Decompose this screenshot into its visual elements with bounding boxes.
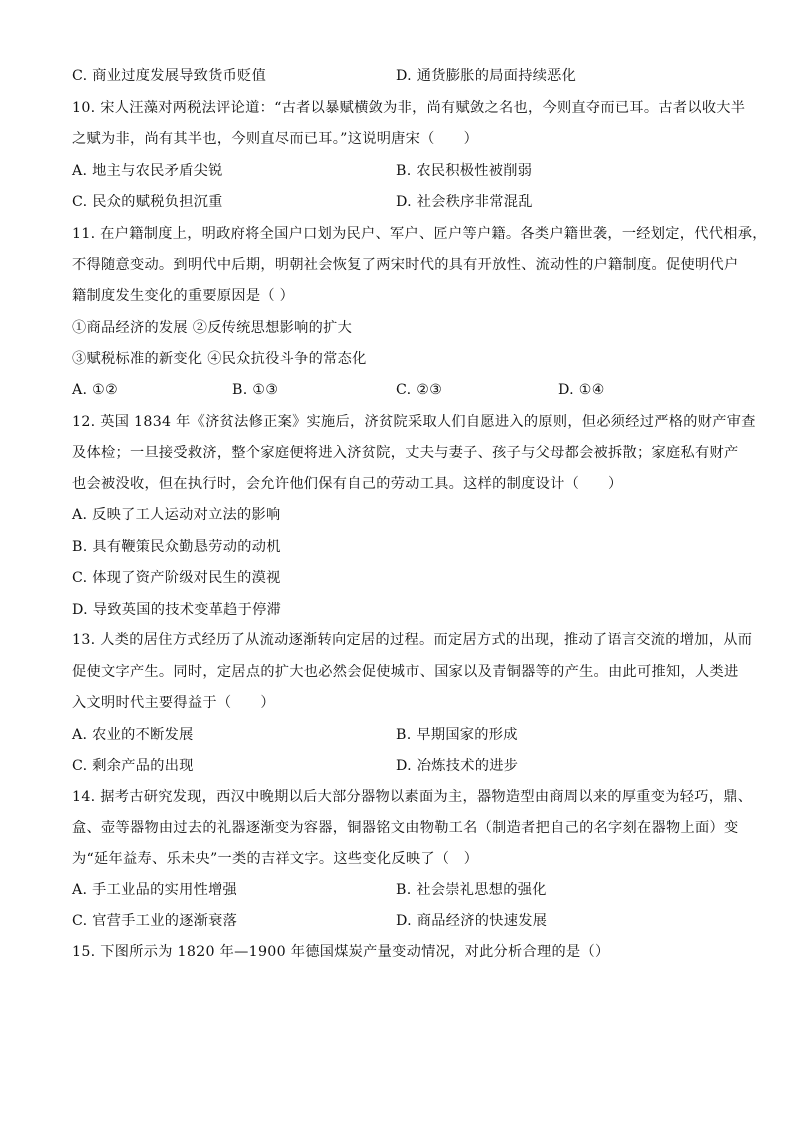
q13-stem-line-1: 13. 人类的居住方式经历了从流动逐渐转向定居的过程。而定居方式的出现，推动了语言交流的增加，从而 (72, 632, 753, 648)
q11-stem-line-1: 11. 在户籍制度上，明政府将全国户口划为民户、军户、匠户等户籍。各类户籍世袭，一经划定，代代相承， (72, 226, 767, 242)
q12-option-c[interactable]: C. 体现了资产阶级对民生的漠视 (72, 570, 281, 586)
q11-stem-line-2: 不得随意变动。到明代中后期，明朝社会恢复了两宋时代的具有开放性、流动性的户籍制度。促使明代户 (72, 257, 739, 273)
q12-stem-line-1: 12. 英国 1834 年《济贫法修正案》实施后，济贫院采取人们自愿进入的原则，但必须经过严格的财产审查 (72, 414, 756, 430)
q10-option-d[interactable]: D. 社会秩序非常混乱 (396, 194, 533, 210)
q10-option-b[interactable]: B. 农民积极性被削弱 (396, 163, 533, 179)
q14-option-a[interactable]: A. 手工业品的实用性增强 (72, 882, 238, 898)
q12-option-b[interactable]: B. 具有鞭策民众勤恳劳动的动机 (72, 539, 281, 555)
q9-option-c[interactable]: C. 商业过度发展导致货币贬值 (72, 68, 267, 84)
q10-option-a[interactable]: A. 地主与农民矛盾尖锐 (72, 163, 223, 179)
q13-option-a[interactable]: A. 农业的不断发展 (72, 727, 194, 743)
q14-stem-line-3: 为“延年益寿、乐未央”一类的吉祥文字。这些变化反映了（ ） (72, 851, 479, 867)
q14-stem-line-2: 盒、壶等器物由过去的礼器逐渐变为容器，铜器铭文由物勒工名（制造者把自己的名字刻在器物上面）变 (72, 820, 739, 836)
q14-option-c[interactable]: C. 官营手工业的逐渐衰落 (72, 913, 238, 929)
q10-option-c[interactable]: C. 民众的赋税负担沉重 (72, 194, 223, 210)
q14-option-b[interactable]: B. 社会崇礼思想的强化 (396, 882, 547, 898)
q11-statements-line-2: ③赋税标准的新变化 ④民众抗役斗争的常态化 (72, 351, 367, 367)
q13-option-c[interactable]: C. 剩余产品的出现 (72, 758, 194, 774)
q11-option-a[interactable]: A. ①② (72, 382, 119, 398)
q11-statements-line-1: ①商品经济的发展 ②反传统思想影响的扩大 (72, 320, 353, 336)
q10-stem-line-2: 之赋为非，尚有其半也，今则直尽而已耳。”这说明唐宋（ ） (72, 131, 479, 147)
q9-option-d[interactable]: D. 通货膨胀的局面持续恶化 (396, 68, 577, 84)
q11-option-c[interactable]: C. ②③ (396, 382, 443, 398)
q11-option-b[interactable]: B. ①③ (232, 382, 279, 398)
q13-option-d[interactable]: D. 冶炼技术的进步 (396, 758, 519, 774)
q11-option-d[interactable]: D. ①④ (558, 382, 605, 398)
q15-stem-line-1: 15. 下图所示为 1820 年—1900 年德国煤炭产量变动情况，对此分析合理的是（） (72, 944, 610, 960)
q12-stem-line-2: 及体检；一旦接受救济，整个家庭便将进入济贫院，丈夫与妻子、孩子与父母都会被拆散；家庭私有财产 (72, 445, 739, 461)
q12-option-d[interactable]: D. 导致英国的技术变革趋于停滞 (72, 602, 282, 618)
q14-stem-line-1: 14. 据考古研究发现，西汉中晚期以后大部分器物以素面为主，器物造型由商周以来的厚重变为轻巧，鼎、 (72, 789, 753, 805)
q14-option-d[interactable]: D. 商品经济的快速发展 (396, 913, 548, 929)
q13-stem-line-3: 入文明时代主要得益于（ ） (72, 695, 275, 711)
q11-stem-line-3: 籍制度发生变化的重要原因是（ ） (72, 288, 295, 304)
q13-option-b[interactable]: B. 早期国家的形成 (396, 727, 518, 743)
q12-stem-line-3: 也会被没收，但在执行时，会允许他们保有自己的劳动工具。这样的制度设计（ ） (72, 476, 623, 492)
q13-stem-line-2: 促使文字产生。同时，定居点的扩大也必然会促使城市、国家以及青铜器等的产生。由此可推知，人类进 (72, 664, 739, 680)
q12-option-a[interactable]: A. 反映了工人运动对立法的影响 (72, 507, 281, 523)
q10-stem-line-1: 10. 宋人汪藻对两税法评论道：“古者以暴赋横敛为非，尚有赋敛之名也，今则直夺而已耳。古者以收大半 (72, 100, 746, 116)
